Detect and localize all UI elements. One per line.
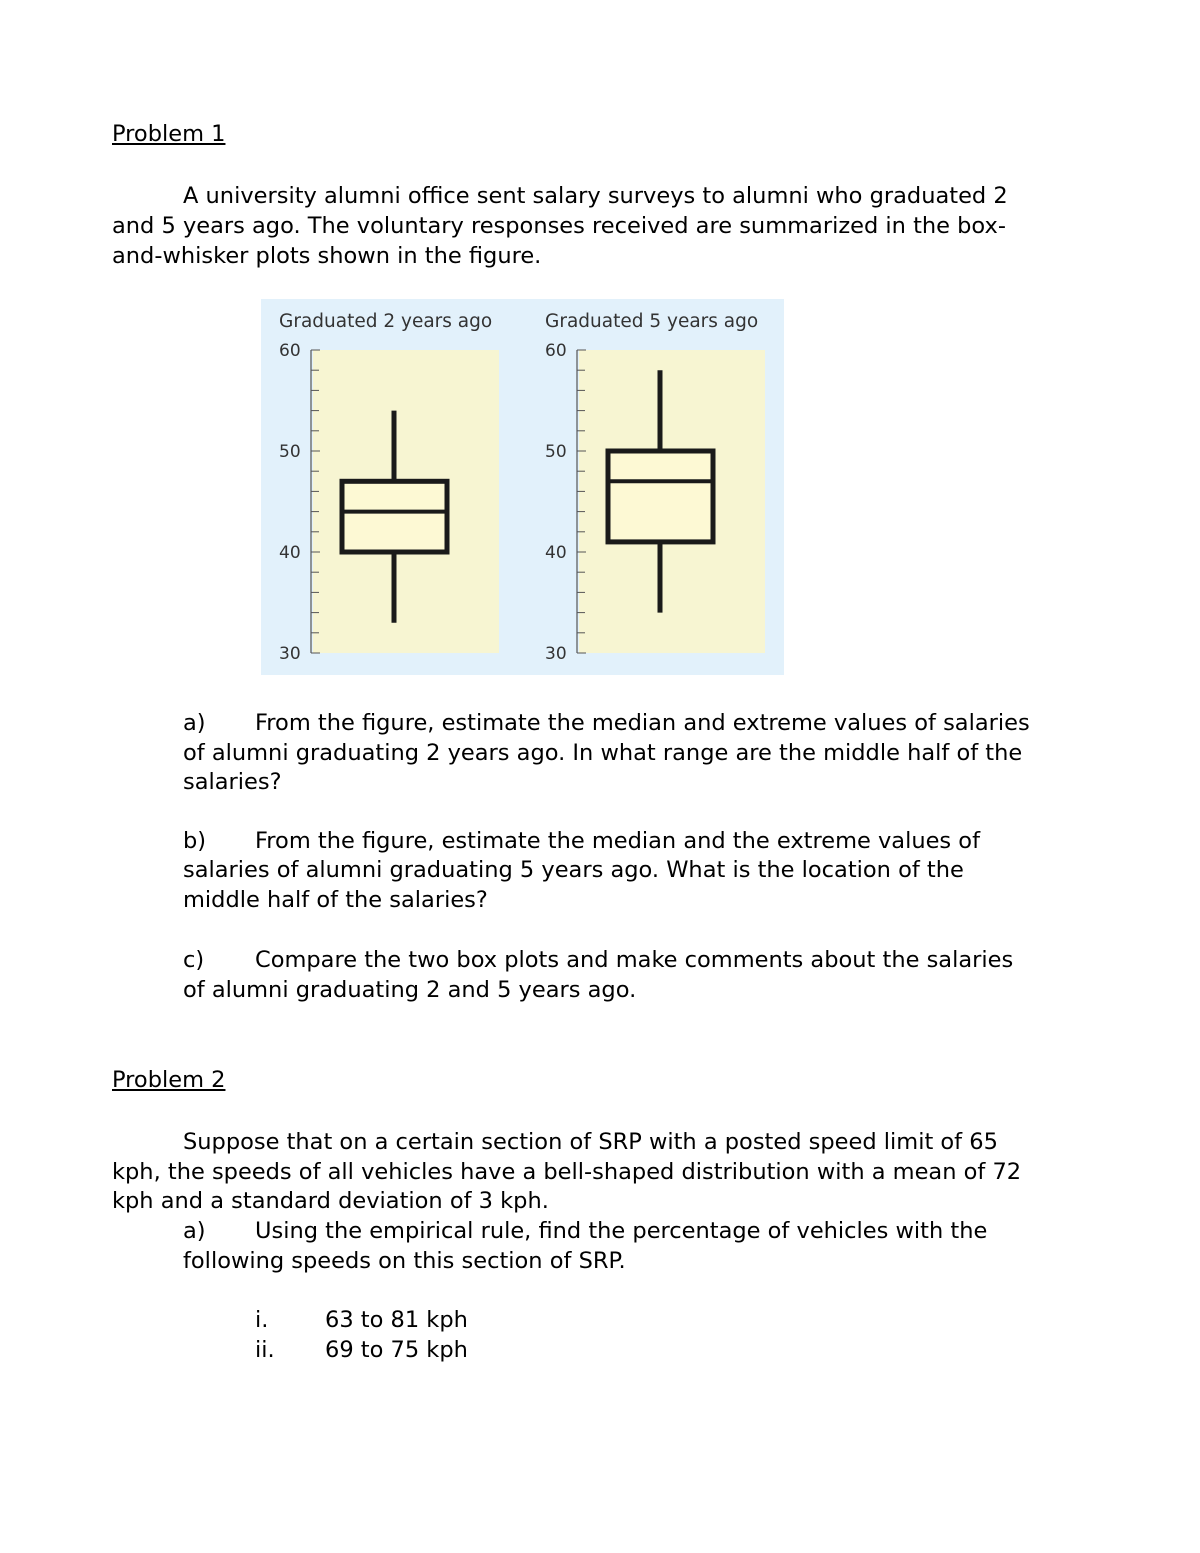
question-line: following speeds on this section of SRP. bbox=[183, 1248, 626, 1274]
y-tick-label: 30 bbox=[279, 644, 301, 664]
y-tick-label: 50 bbox=[545, 442, 567, 462]
item-label: ii. bbox=[255, 1337, 275, 1363]
item-text: 63 to 81 kph bbox=[325, 1307, 468, 1333]
question-line: of alumni graduating 2 and 5 years ago. bbox=[183, 977, 637, 1003]
y-tick-label: 30 bbox=[545, 644, 567, 664]
y-tick-label: 60 bbox=[545, 341, 567, 361]
intro-line: Suppose that on a certain section of SRP with a posted speed limit of 65 bbox=[183, 1129, 998, 1155]
question-line: From the figure, estimate the median and the extreme values of bbox=[255, 828, 980, 854]
question-line: of alumni graduating 2 years ago. In what range are the middle half of the bbox=[183, 740, 1023, 766]
panel-title: Graduated 5 years ago bbox=[545, 311, 759, 332]
intro-line: and 5 years ago. The voluntary responses received are summarized in the box- bbox=[112, 213, 1006, 239]
problem2-heading: Problem 2 bbox=[112, 1067, 226, 1093]
item-text: 69 to 75 kph bbox=[325, 1337, 468, 1363]
iqr-box bbox=[608, 451, 713, 542]
question-line: salaries of alumni graduating 5 years ago. What is the location of the bbox=[183, 857, 964, 883]
intro-line: kph, the speeds of all vehicles have a bell-shaped distribution with a mean of 72 bbox=[112, 1159, 1022, 1185]
question-label: a) bbox=[183, 710, 206, 736]
question-label: b) bbox=[183, 828, 207, 854]
question-line: Using the empirical rule, find the percentage of vehicles with the bbox=[255, 1218, 988, 1244]
panel-title: Graduated 2 years ago bbox=[279, 311, 493, 332]
question-label: a) bbox=[183, 1218, 206, 1244]
question-line: From the figure, estimate the median and extreme values of salaries bbox=[255, 710, 1030, 736]
problem1-heading: Problem 1 bbox=[112, 121, 226, 147]
iqr-box bbox=[342, 481, 447, 552]
question-line: middle half of the salaries? bbox=[183, 887, 488, 913]
item-label: i. bbox=[255, 1307, 269, 1333]
question-line: salaries? bbox=[183, 769, 282, 795]
intro-line: and-whisker plots shown in the figure. bbox=[112, 243, 542, 269]
y-tick-label: 50 bbox=[279, 442, 301, 462]
y-tick-label: 40 bbox=[279, 543, 301, 563]
question-label: c) bbox=[183, 947, 205, 973]
intro-line: A university alumni office sent salary surveys to alumni who graduated 2 bbox=[183, 183, 1008, 209]
y-tick-label: 60 bbox=[279, 341, 301, 361]
boxplot-figure bbox=[261, 299, 784, 675]
question-line: Compare the two box plots and make comments about the salaries bbox=[255, 947, 1014, 973]
intro-line: kph and a standard deviation of 3 kph. bbox=[112, 1188, 549, 1214]
y-tick-label: 40 bbox=[545, 543, 567, 563]
